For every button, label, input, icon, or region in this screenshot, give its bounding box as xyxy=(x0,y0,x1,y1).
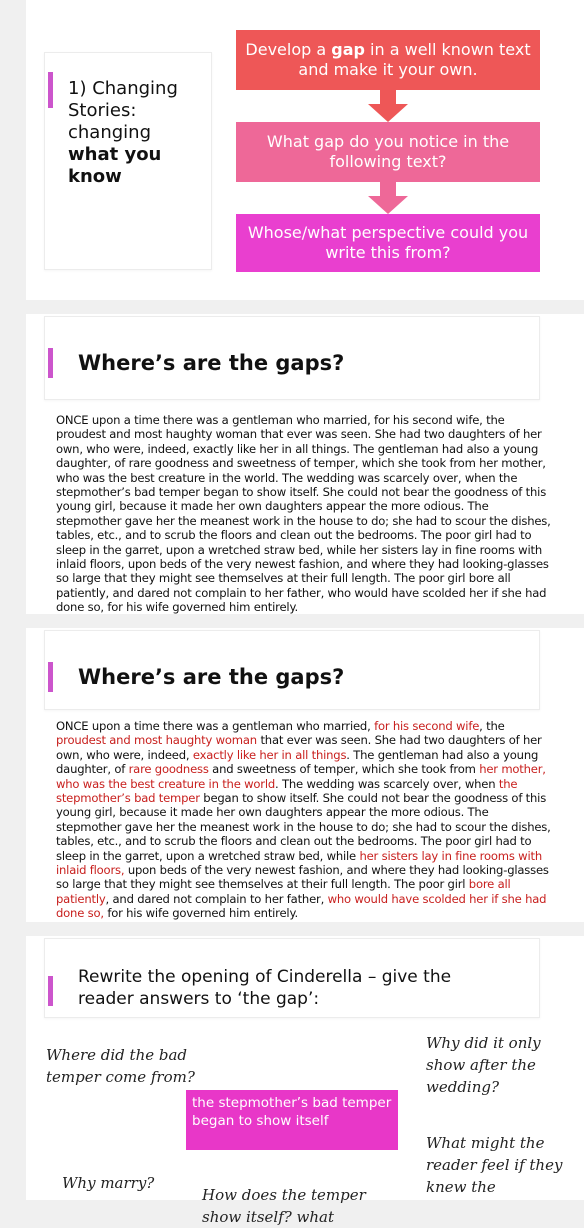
slide1-accent-bar xyxy=(48,72,53,108)
flow-box-notice-gap xyxy=(236,122,540,182)
slide1-title xyxy=(68,78,178,188)
flow-box1-pre: Develop a xyxy=(245,40,332,59)
highlighted-gap: her sisters lay in fine rooms with inlaid floors, xyxy=(56,848,542,878)
slide1-title-bold-line: know xyxy=(68,166,122,187)
slide-changing-stories xyxy=(26,0,584,300)
highlighted-gap: her mother, who was the best creature in the world xyxy=(56,762,546,791)
text-segment: , the xyxy=(479,719,505,733)
slide2-accent-bar xyxy=(48,348,53,378)
note-after-wedding: Why did it only show after the wedding? xyxy=(426,1034,541,1096)
flow-box3-text: Whose/what perspective could you write this from? xyxy=(247,223,529,262)
flow-box1-bold: gap xyxy=(331,40,365,59)
slide4-accent-bar xyxy=(48,976,53,1006)
slide2-paragraph: ONCE upon a time there was a gentleman who married, for his second wife, the proudest and most haughty woman that ever was seen. She had two daughters of her own, who were, indeed, exactly like her in all things. The gentleman had also a young daughter, of rare goodness and sweetness of temper, which she took from her mother, who was the best creature in the world. The wedding was scarcely over, when the stepmother’s bad temper began to show itself. She could not bear the goodness of this young girl, because it made her own daughters appear the more odious. The stepmother gave her the meanest work in the house to do; she had to scour the dishes, tables, etc., and to scrub the floors and clean out the bedrooms. The poor girl had to sleep in the garret, upon a wretched straw bed, while her sisters lay in fine rooms with inlaid floors, upon beds of the very newest fashion, and where they had looking-glasses so large that they might see themselves at their full length. The poor girl bore all patiently, and dared not complain to her father, who would have scolded her if she had done so, for his wife governed him entirely. xyxy=(56,413,551,615)
highlighted-gap: exactly like her in all things xyxy=(192,747,347,762)
text-segment: for his wife governed him entirely. xyxy=(103,906,298,921)
text-segment: . The wedding was scarcely over, when xyxy=(275,776,499,791)
slide1-title-line: Stories: xyxy=(68,100,137,121)
slide1-title-line: 1) Changing xyxy=(68,78,178,99)
flow-box-develop-gap xyxy=(236,30,540,90)
highlighted-gap: bore all patiently xyxy=(56,877,511,906)
slide4-heading: Rewrite the opening of Cinderella – give the reader answers to ‘the gap’: xyxy=(78,967,452,1009)
slide3-heading: Where’s are the gaps? xyxy=(78,665,345,689)
slide1-title-line: changing xyxy=(68,122,152,143)
slide3-accent-bar xyxy=(48,662,53,692)
highlighted-gap: who would have scolded her if she had done so, xyxy=(56,891,547,921)
flow-arrow-down-icon xyxy=(364,88,412,124)
quote-box-bad-temper: the stepmother’s bad temper began to show itself xyxy=(186,1090,398,1150)
highlighted-gap: for his second wife xyxy=(374,719,480,733)
flow-box1-text xyxy=(244,40,532,80)
highlighted-gap: proudest and most haughty woman xyxy=(56,733,257,748)
note-temper-origin: Where did the bad temper come from? xyxy=(46,1046,195,1086)
slide-gaps-plain xyxy=(26,314,584,614)
flow-box2-text: What gap do you notice in the following text? xyxy=(266,132,510,171)
slide-rewrite-opening xyxy=(26,936,584,1226)
text-segment: upon beds of the very newest fashion, and where they had looking-glasses so large that they might see themselves at their full length. The poor girl xyxy=(56,863,549,892)
flow-arrow-down-icon xyxy=(364,180,412,216)
slide2-heading: Where’s are the gaps? xyxy=(78,351,345,375)
text-segment: . The gentleman had also a young daughter, of xyxy=(56,747,539,777)
note-temper-show-line: show itself? what xyxy=(202,1208,335,1226)
text-segment: ONCE upon a time there was a gentleman who married, xyxy=(56,719,375,733)
text-segment: began to show itself. She could not bear the goodness of this young girl, because it made her own daughters appear the more odious. The stepmother gave her the meanest work in the house to do; she had to scour the dishes, tables, etc., and to scrub the floors and clean out the bedrooms. The poor girl had to sleep in the garret, upon a wretched straw bed, while xyxy=(56,791,551,863)
flow-box1-post: in a well known text and make it your own. xyxy=(298,40,531,79)
text-segment: , and dared not complain to her father, xyxy=(105,891,328,906)
slide-gaps-highlighted xyxy=(26,628,584,922)
slide1-title-bold-line: what you xyxy=(68,144,162,165)
note-reader-feel: What might the reader feel if they knew the xyxy=(426,1134,563,1196)
text-segment: that ever was seen. She had two daughters of her own, who were, indeed, xyxy=(56,733,542,762)
text-segment: and sweetness of temper, which she took from xyxy=(208,762,480,777)
note-temper-show-line: How does the temper xyxy=(202,1186,366,1204)
highlighted-gap: the stepmother’s bad temper xyxy=(56,776,518,806)
highlighted-gap: rare goodness xyxy=(128,762,209,777)
flow-box-perspective xyxy=(236,214,540,272)
note-temper-show xyxy=(202,1184,402,1228)
note-why-marry: Why marry? xyxy=(62,1174,155,1192)
slide3-paragraph xyxy=(56,719,556,921)
